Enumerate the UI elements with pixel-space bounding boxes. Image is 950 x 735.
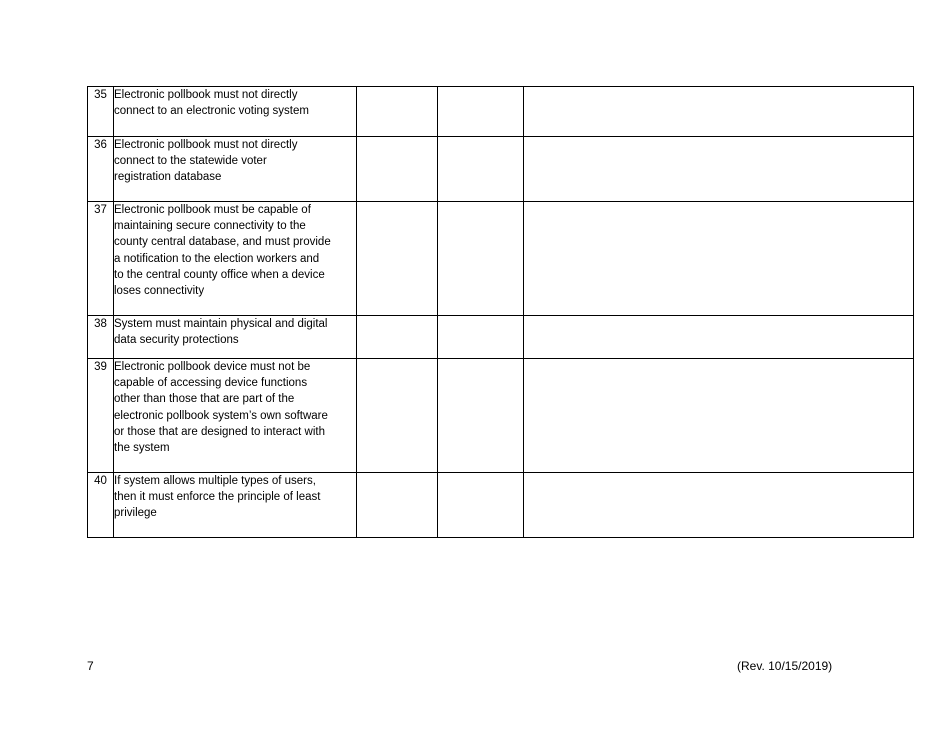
revision-date: (Rev. 10/15/2019): [737, 659, 833, 673]
row-number: 38: [88, 316, 114, 359]
page-number: 7: [87, 659, 94, 673]
table-cell: [438, 137, 524, 202]
requirement-cell: [114, 473, 357, 538]
requirements-table: [87, 86, 914, 538]
requirement-text: Electronic pollbook must be capable of maintaining secure connectivity to the county central database, and must provide a notification to the election workers and to the central county office when a device loses connectivity: [114, 204, 331, 298]
table-cell: [524, 316, 914, 359]
table-row: [88, 137, 914, 202]
table-cell: [438, 473, 524, 538]
table-row: [88, 202, 914, 316]
row-number: 40: [88, 473, 114, 538]
table-row: [88, 87, 914, 137]
table-cell: [524, 87, 914, 137]
table-cell: [524, 137, 914, 202]
row-number: 39: [88, 359, 114, 473]
table-cell: [524, 202, 914, 316]
requirement-cell: [114, 359, 357, 473]
table-cell: [524, 359, 914, 473]
requirement-text: Electronic pollbook must not directly connect to an electronic voting system: [114, 89, 309, 118]
table-cell: [357, 359, 438, 473]
table-cell: [357, 87, 438, 137]
requirement-text: If system allows multiple types of users, then it must enforce the principle of least privilege: [114, 475, 321, 520]
table-row: [88, 473, 914, 538]
row-number: 36: [88, 137, 114, 202]
requirement-cell: [114, 202, 357, 316]
table-cell: [357, 473, 438, 538]
table-cell: [438, 87, 524, 137]
requirement-cell: [114, 316, 357, 359]
row-number: 37: [88, 202, 114, 316]
table-cell: [438, 359, 524, 473]
requirement-text: Electronic pollbook must not directly connect to the statewide voter registration database: [114, 139, 298, 184]
table-row: [88, 316, 914, 359]
row-number: 35: [88, 87, 114, 137]
requirement-cell: [114, 87, 357, 137]
table-row: [88, 359, 914, 473]
table-cell: [438, 202, 524, 316]
table-cell: [357, 202, 438, 316]
requirement-text: Electronic pollbook device must not be capable of accessing device functions other than those that are part of the electronic pollbook system’s own software or those that are designed to interact with the system: [114, 361, 328, 455]
requirement-cell: [114, 137, 357, 202]
requirement-text: System must maintain physical and digital data security protections: [114, 318, 328, 347]
table-cell: [524, 473, 914, 538]
table-cell: [438, 316, 524, 359]
table-cell: [357, 137, 438, 202]
table-cell: [357, 316, 438, 359]
